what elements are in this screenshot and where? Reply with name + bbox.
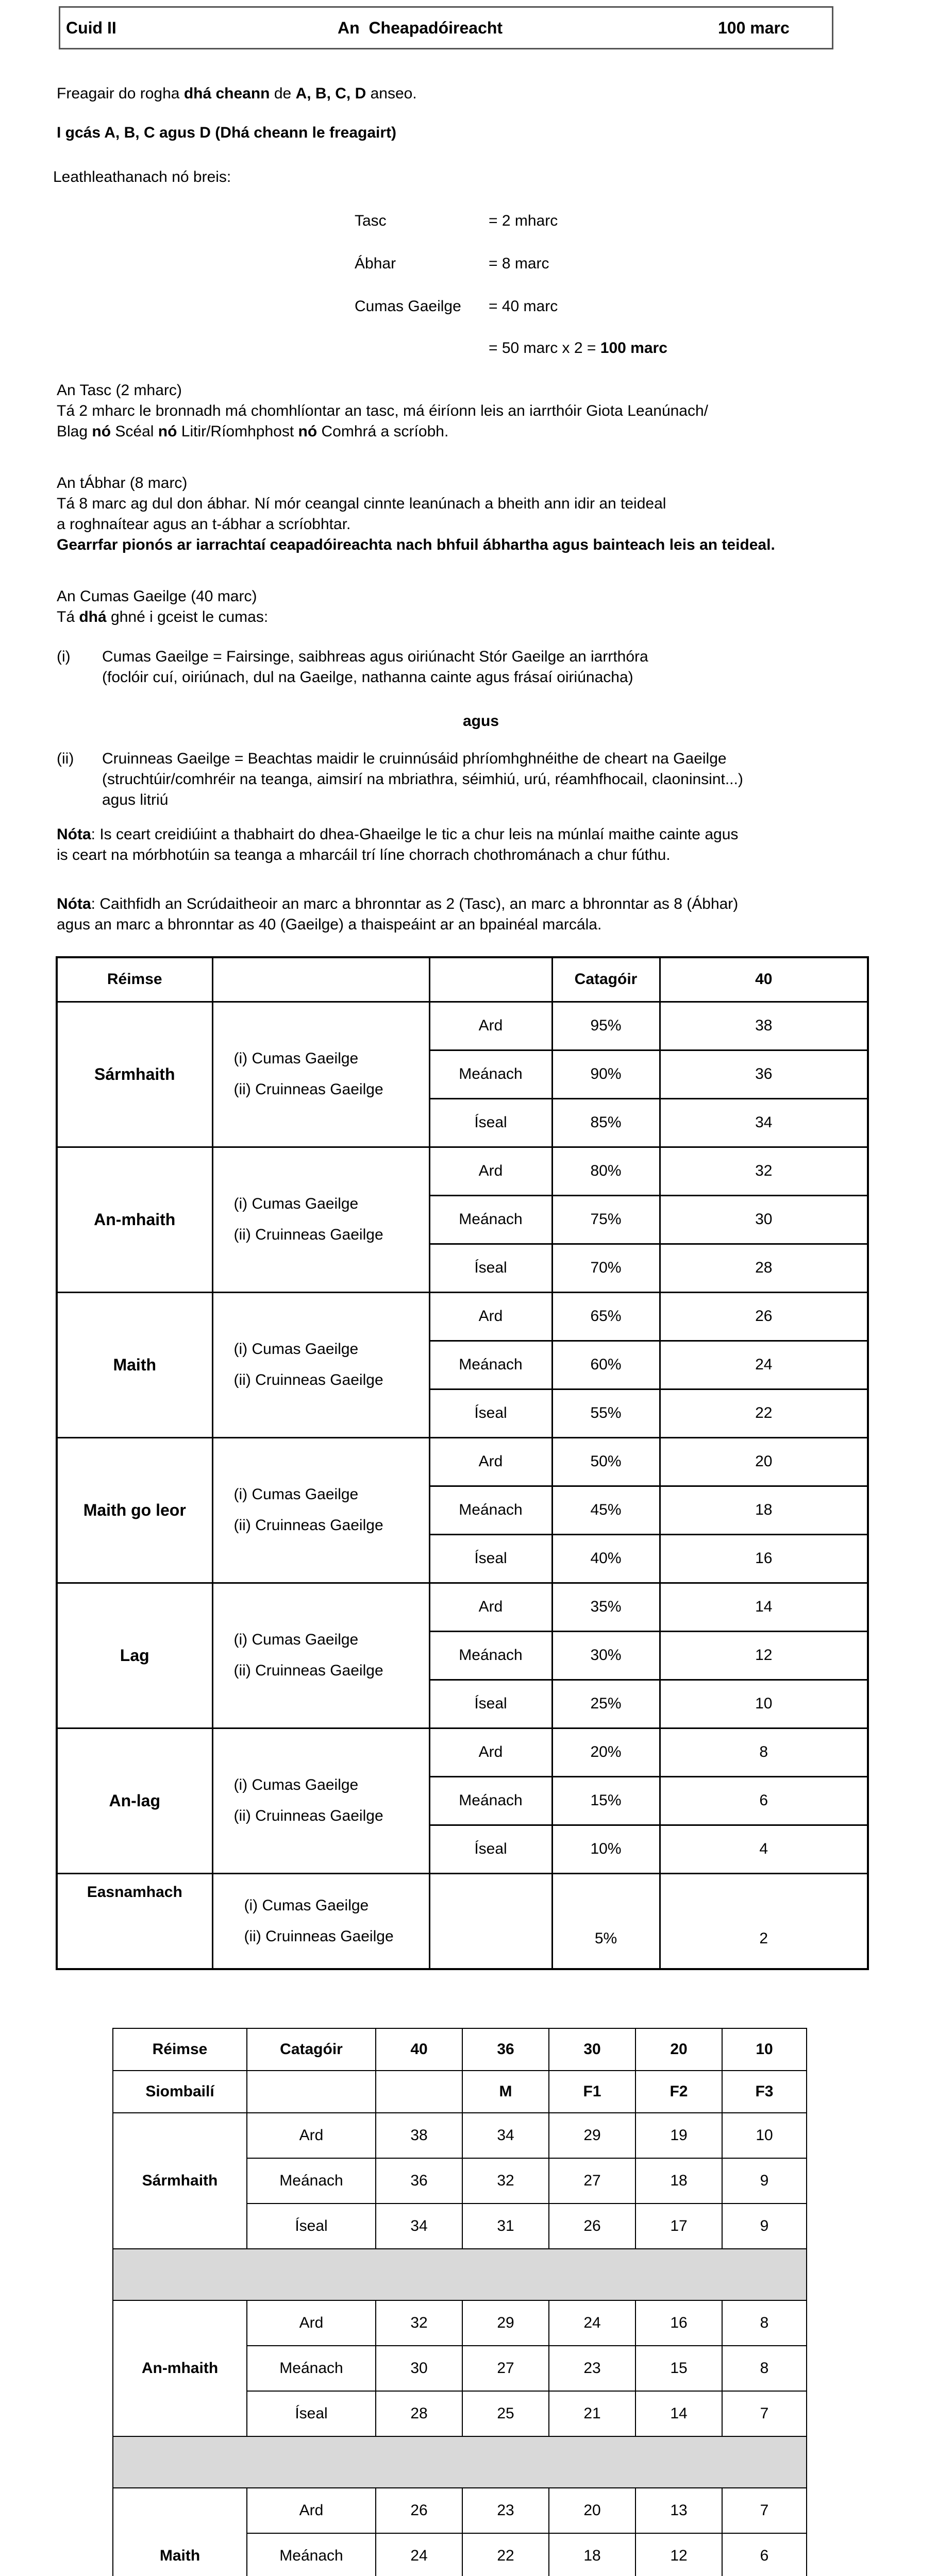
t2-symbol-cell: Siombailí [113,2071,247,2113]
t1-percent: 10% [552,1825,660,1873]
cumas-line-1: Tá dhá ghné i gceist le cumas: [57,608,269,625]
t1-level: Ard [429,1437,552,1486]
t1-percent: 15% [552,1776,660,1825]
t1-marks: 14 [660,1583,868,1631]
t1-percent: 85% [552,1098,660,1147]
t1-dimensions [212,1002,429,1147]
t1-percent: 5% [552,1873,660,1969]
t1-band-name: Easnamhach [57,1873,212,1969]
t1-level: Meánach [429,1050,552,1098]
t2-value: 9 [722,2204,807,2249]
t1-dimension-item: (ii) Cruinneas Gaeilge [233,1662,383,1679]
t1-dimensions [212,1437,429,1583]
t2-value: 16 [635,2300,722,2346]
t2-value: 34 [462,2113,549,2158]
t1-percent: 20% [552,1728,660,1776]
t2-row [113,2300,807,2346]
t1-marks: 2 [660,1873,868,1969]
t2-value: 29 [549,2113,635,2158]
t1-marks: 22 [660,1389,868,1437]
t2-value: 24 [549,2300,635,2346]
t1-row [57,1147,868,1195]
mark-value-cumas: = 40 marc [489,298,558,315]
t1-level: Íseal [429,1389,552,1437]
t1-level: Ard [429,1292,552,1341]
t2-level: Ard [247,2300,376,2346]
t1-dimension-item: (i) Cumas Gaeilge [233,1341,359,1358]
t1-marks: 34 [660,1098,868,1147]
t1-marks: 8 [660,1728,868,1776]
t1-level: Meánach [429,1631,552,1680]
t1-dimension-item: (ii) Cruinneas Gaeilge [233,1226,383,1243]
t1-level: Ard [429,1002,552,1050]
t1-header-cell [212,957,429,1002]
t2-value: 26 [376,2488,462,2533]
t2-value: 32 [376,2300,462,2346]
t2-level: Meánach [247,2158,376,2204]
t1-percent: 40% [552,1534,660,1583]
t2-level: Íseal [247,2204,376,2249]
t2-level: Ard [247,2113,376,2158]
abhar-line-1: Tá 8 marc ag dul don ábhar. Ní mór ceangal cinnte leanúnach a bheith ann idir an teideal [57,495,666,512]
t1-marks: 38 [660,1002,868,1050]
t1-level: Ard [429,1147,552,1195]
t1-dimension-item: (ii) Cruinneas Gaeilge [233,1371,383,1388]
t1-dimension-item: (ii) Cruinneas Gaeilge [244,1927,394,1945]
t1-percent: 60% [552,1341,660,1389]
t1-marks: 30 [660,1195,868,1244]
cumas-ii-line-1: Cruinneas Gaeilge = Beachtas maidir le cruinnúsáid phríomhghnéithe de cheart na Gaeilge [102,750,727,767]
t2-separator-row [113,2249,807,2300]
nota-2-line-1: Nóta: Caithfidh an Scrúdaitheoir an marc a bhronntar as 2 (Tasc), an marc a bhronntar as 8 (Ábhar) [57,895,739,912]
t1-dimension-item: (ii) Cruinneas Gaeilge [233,1517,383,1534]
cumas-ii-line-2: (struchtúir/comhréir na teanga, aimsirí na mbriathra, séimhiú, urú, réamhfhocail, claoninsint...) [102,771,743,788]
t1-row [57,1728,868,1776]
t1-level: Íseal [429,1825,552,1873]
t1-dimensions [212,1728,429,1873]
t2-symbol-cell: F3 [722,2071,807,2113]
t1-marks: 26 [660,1292,868,1341]
abhar-heading: An tÁbhar (8 marc) [57,474,188,492]
t2-header-cell: 10 [722,2028,807,2071]
t2-value: 26 [549,2204,635,2249]
t2-value: 24 [376,2533,462,2576]
t1-row [57,1583,868,1631]
t2-value: 20 [549,2488,635,2533]
t2-value: 23 [549,2346,635,2391]
t2-symbol-cell [376,2071,462,2113]
t1-percent: 35% [552,1583,660,1631]
t2-row [113,2488,807,2533]
t2-value: 27 [462,2346,549,2391]
mark-value-abhar: = 8 marc [489,255,549,272]
t2-value: 18 [549,2533,635,2576]
t1-percent: 25% [552,1680,660,1728]
t1-row [57,1002,868,1050]
t1-level: Meánach [429,1341,552,1389]
t2-header-cell: Catagóir [247,2028,376,2071]
cumas-ii-line-3: agus litriú [102,791,169,808]
t1-dimension-item: (i) Cumas Gaeilge [233,1486,359,1503]
t1-dimensions [212,1147,429,1292]
t2-value: 28 [376,2391,462,2436]
t2-value: 31 [462,2204,549,2249]
t1-level: Íseal [429,1244,552,1292]
t1-header-cell: Réimse [57,957,212,1002]
t1-dimension-item: (i) Cumas Gaeilge [233,1776,359,1793]
t2-value: 13 [635,2488,722,2533]
t1-level: Íseal [429,1680,552,1728]
t1-row [57,1292,868,1341]
tasc-line-1: Tá 2 mharc le bronnadh má chomhlíontar an tasc, má éiríonn leis an iarrthóir Giota Leanúnach/ [57,402,709,419]
t1-dimension-item: (i) Cumas Gaeilge [244,1896,369,1914]
t2-header-cell: 30 [549,2028,635,2071]
t2-separator-row [113,2436,807,2488]
t1-dimensions [212,1583,429,1728]
t1-percent: 30% [552,1631,660,1680]
t1-dimension-item: (i) Cumas Gaeilge [233,1195,359,1212]
t1-percent: 65% [552,1292,660,1341]
nota-1-line-1: Nóta: Is ceart creidiúint a thabhairt do dhea-Ghaeilge le tic a chur leis na múnlaí maithe cainte agus [57,826,739,843]
t2-value: 7 [722,2488,807,2533]
t1-marks: 4 [660,1825,868,1873]
mark-label-cumas: Cumas Gaeilge [355,298,461,315]
cumas-heading: An Cumas Gaeilge (40 marc) [57,588,257,605]
t1-band-name: Sármhaith [57,1002,212,1147]
t2-value: 19 [635,2113,722,2158]
grading-table-marks [112,2028,807,2576]
t2-value: 10 [722,2113,807,2158]
t2-value: 18 [635,2158,722,2204]
t2-header-cell: 40 [376,2028,462,2071]
t1-marks: 36 [660,1050,868,1098]
grading-table-marks-body [113,2028,807,2576]
t2-symbol-cell: F1 [549,2071,635,2113]
t1-marks: 28 [660,1244,868,1292]
t2-level: Meánach [247,2533,376,2576]
t2-value: 29 [462,2300,549,2346]
t2-value: 27 [549,2158,635,2204]
t1-dimension-item: (ii) Cruinneas Gaeilge [233,1807,383,1824]
t1-dimensions [212,1873,429,1969]
t2-value: 6 [722,2533,807,2576]
t1-dimension-item: (i) Cumas Gaeilge [233,1050,359,1067]
t1-row [57,1437,868,1486]
t2-header-cell: 20 [635,2028,722,2071]
t2-level: Meánach [247,2346,376,2391]
nota-1-line-2: is ceart na mórbhotúin sa teanga a mharcáil trí líne chorrach chothrománach a chur fúthu. [57,846,671,863]
t1-header-row [57,957,868,1002]
t2-band-name: Maith [113,2488,247,2576]
mark-value-tasc: = 2 mharc [489,212,558,229]
t2-band-name: Sármhaith [113,2113,247,2249]
t2-value: 7 [722,2391,807,2436]
t1-marks: 32 [660,1147,868,1195]
mark-total: = 50 marc x 2 = 100 marc [489,340,667,357]
abhar-line-3: Gearrfar pionós ar iarrachtaí ceapadóireachta nach bhfuil ábhartha agus bainteach leis an teideal. [57,536,775,553]
t2-level: Ard [247,2488,376,2533]
t1-percent: 55% [552,1389,660,1437]
t2-value: 30 [376,2346,462,2391]
t2-value: 14 [635,2391,722,2436]
t1-header-cell: 40 [660,957,868,1002]
t2-symbol-cell [247,2071,376,2113]
grading-table-percent-body [57,957,868,1969]
t1-marks: 6 [660,1776,868,1825]
t1-marks: 24 [660,1341,868,1389]
t1-percent: 80% [552,1147,660,1195]
t2-value: 17 [635,2204,722,2249]
t2-value: 21 [549,2391,635,2436]
t1-marks: 12 [660,1631,868,1680]
t2-separator-cell [113,2249,807,2300]
t1-last-row [57,1873,868,1969]
t1-header-cell: Catagóir [552,957,660,1002]
t1-band-name: An-mhaith [57,1147,212,1292]
tasc-line-2: Blag nó Scéal nó Litir/Ríomhphost nó Comhrá a scríobh. [57,423,449,440]
tasc-heading: An Tasc (2 mharc) [57,382,182,399]
t1-level: Meánach [429,1776,552,1825]
cumas-agus: agus [463,713,499,730]
t2-value: 36 [376,2158,462,2204]
intro-line-2: I gcás A, B, C agus D (Dhá cheann le freagairt) [57,124,397,141]
t2-symbol-cell: M [462,2071,549,2113]
t2-header-row [113,2028,807,2071]
nota-2-line-2: agus an marc a bhronntar as 40 (Gaeilge) a thaispeáint ar an bpainéal marcála. [57,916,602,933]
t1-percent: 95% [552,1002,660,1050]
t1-dimension-item: (ii) Cruinneas Gaeilge [233,1081,383,1098]
t1-marks: 18 [660,1486,868,1534]
t1-band-name: Lag [57,1583,212,1728]
t2-value: 22 [462,2533,549,2576]
t2-header-cell: 36 [462,2028,549,2071]
section-marks: 100 marc [718,19,790,37]
t2-symbol-cell: F2 [635,2071,722,2113]
t2-value: 32 [462,2158,549,2204]
t2-level: Íseal [247,2391,376,2436]
t2-separator-cell [113,2436,807,2488]
cumas-ii-number: (ii) [57,750,74,767]
abhar-line-2: a roghnaítear agus an t-ábhar a scríobhtar. [57,516,351,533]
t1-level-empty [429,1873,552,1969]
t2-value: 8 [722,2300,807,2346]
t2-value: 23 [462,2488,549,2533]
part-label: Cuid II [66,19,116,37]
t2-symbols-row [113,2071,807,2113]
t2-row [113,2113,807,2158]
t1-percent: 45% [552,1486,660,1534]
t2-value: 34 [376,2204,462,2249]
t1-percent: 75% [552,1195,660,1244]
cumas-i-line-1: Cumas Gaeilge = Fairsinge, saibhreas agus oiriúnacht Stór Gaeilge an iarrthóra [102,648,648,665]
t1-level: Meánach [429,1195,552,1244]
t2-value: 8 [722,2346,807,2391]
cumas-i-number: (i) [57,648,71,665]
t2-value: 12 [635,2533,722,2576]
t1-percent: 90% [552,1050,660,1098]
t2-band-name: An-mhaith [113,2300,247,2436]
t2-value: 25 [462,2391,549,2436]
t1-level: Ard [429,1583,552,1631]
t1-dimension-item: (i) Cumas Gaeilge [233,1631,359,1648]
t1-level: Meánach [429,1486,552,1534]
cumas-i-line-2: (foclóir cuí, oiriúnach, dul na Gaeilge, nathanna cainte agus frásaí oiriúnacha) [102,669,633,686]
t1-marks: 20 [660,1437,868,1486]
mark-label-tasc: Tasc [355,212,387,229]
intro-line-3: Leathleathanach nó breis: [53,168,231,185]
t1-dimensions [212,1292,429,1437]
t2-header-cell: Réimse [113,2028,247,2071]
t2-value: 38 [376,2113,462,2158]
t1-band-name: An-lag [57,1728,212,1873]
t1-marks: 16 [660,1534,868,1583]
section-title: An Cheapadóireacht [338,19,503,37]
intro-line-1: Freagair do rogha dhá cheann de A, B, C, D anseo. [57,85,417,102]
t1-band-name: Maith [57,1292,212,1437]
t1-level: Ard [429,1728,552,1776]
t2-value: 15 [635,2346,722,2391]
t1-level: Íseal [429,1534,552,1583]
mark-label-abhar: Ábhar [355,255,396,272]
t2-value: 9 [722,2158,807,2204]
t1-level: Íseal [429,1098,552,1147]
t1-band-name: Maith go leor [57,1437,212,1583]
t1-percent: 50% [552,1437,660,1486]
t1-marks: 10 [660,1680,868,1728]
t1-percent: 70% [552,1244,660,1292]
t1-header-cell [429,957,552,1002]
grading-table-percent [56,956,869,1970]
